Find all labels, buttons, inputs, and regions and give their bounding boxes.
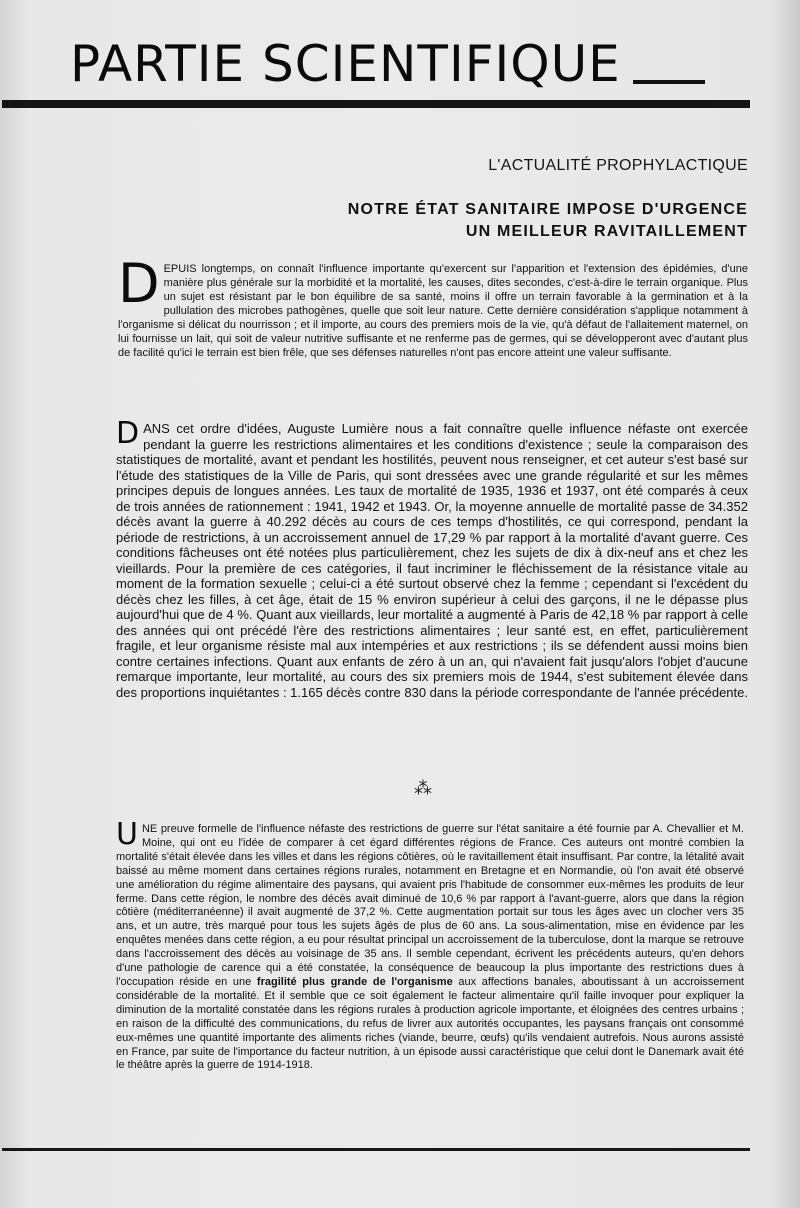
paragraph-3: [116, 817, 744, 1073]
bottom-rule: [2, 1148, 750, 1151]
headline-line-2: UN MEILLEUR RAVITAILLEMENT: [465, 223, 748, 240]
paragraph-3-text-a: NE preuve formelle de l'influence néfaste des restrictions de guerre sur l'état sanitaire a été fournie par A. Chevallier et M. Moine, qui ont eu l'idée de comparer à cet égard différentes régions de France. Ces auteurs ont montré combien la mortalité s'était élevée dans les villes et dans les régions côtières, où le ravitaillement était insuffisant. Par contre, la létalité avait baissé au même moment dans certaines régions rurales, notamment en Bretagne et en Normandie, où l'on avait été observé une amélioration du régime alimentaire des paysans, qui avaient pris l'habitude de consommer eux-mêmes les produits de leur ferme. Dans cette région, le nombre des décès avait diminué de 10,6 % par rapport à l'avant-guerre, alors que dans la région côtière (méditerranéenne) il avait augmenté de 37,2 %. Cette augmentation portait sur tous les âges avec un clocher vers 35 ans, et un autre, très marqué pour tous les sujets âgés de plus de 60 ans. La sous-alimentation, mise en évidence par les enquêtes menées dans cette région, a eu pour résultat principal un accroissement de la tuberculose, dont la marque se retrouve dans l'accroissement des décès au voisinage de 35 ans. Il semble cependant, écrivent les précédents auteurs, qu'en dehors d'une pathologie de carence qui a été constatée, la conséquence de beaucoup la plus importante des restrictions dues à l'occupation réside en une: [116, 823, 744, 988]
masthead: [70, 34, 760, 94]
masthead-dash: [633, 80, 705, 84]
paragraph-2-text: ANS cet ordre d'idées, Auguste Lumière nous a fait connaître quelle influence néfaste ont exercée pendant la guerre les restrictions alimentaires et les conditions d'existence ; seule la comparaison des statistiques de mortalité, avant et pendant les hostilités, peuvent nous renseigner, et cet auteur s'est basé sur l'étude des statistiques de la Ville de Paris, qui sont dressées avec une grande régularité et sur les mêmes principes depuis de longues années. Les taux de mortalité de 1935, 1936 et 1937, ont été comparés à ceux de trois années de rationnement : 1941, 1942 et 1943. Or, la moyenne annuelle de mortalité passe de 34.352 décès avant la guerre à 40.292 décès au cours de ces temps d'hostilités, ce qui correspond, pendant la période de restrictions, à un accroissement annuel de 17,29 % par rapport à la mortalité d'avant guerre. Ces conditions fâcheuses ont été notées plus particulièrement, chez les sujets de dix à dix-neuf ans et chez les vieillards. Pour la première de ces catégories, il faut incriminer le fléchissement de la résistance vitale au moment de la formation sexuelle ; celui-ci a été surtout observé chez la femme ; cependant si l'excédent du décès chez les filles, à cet âge, était de 15 % environ supérieur à celui des garçons, il ne le dépasse plus aujourd'hui que de 4 %. Quant aux vieillards, leur mortalité a augmenté à Paris de 42,18 % par rapport à celle des années qui ont précédé l'ère des restrictions alimentaires ; leur santé est, en effet, particulièrement fragile, et leur organisme résiste mal aux intempéries et aux restrictions ; ils se défendent aussi moins bien contre certaines infections. Quant aux enfants de zéro à un an, qui n'avaient fait jusqu'alors l'objet d'aucune remarque importante, leur mortalité, au cours des six premiers mois de 1944, s'est subitement élevée dans des proportions inquiétantes : 1.165 décès contre 830 dans la période correspondante de l'année précédente.: [116, 421, 748, 700]
paragraph-2: [116, 416, 748, 700]
paragraph-3-bold-phrase: fragilité plus grande de l'organisme: [256, 975, 453, 988]
rubric: L'ACTUALITÉ PROPHYLACTIQUE: [488, 157, 748, 174]
top-rule: [2, 100, 750, 108]
paragraph-1-text: EPUIS longtemps, on connaît l'influence importante qu'exercent sur l'apparition et l'extension des épidémies, d'une manière plus générale sur la morbidité et la mortalité, les causes, dites secondes, c'est-à-dire le terrain organique. Plus un sujet est résistant par le bon équilibre de sa santé, moins il offre un terrain favorable à la germination et à la pullulation des microbes pathogènes, quelle que soit leur nature. Cette dernière considération s'applique notamment à l'organisme si délicat du nourrisson ; et il importe, au cours des premiers mois de la vie, qu'à défaut de l'allaitement maternel, on lui fournisse un lait, qui soit de valeur nutritive suffisante et ne renferme pas de germes, qui se développeront avec d'autant plus de facilité qu'ici le terrain est bien frêle, que ses défenses naturelles n'ont pas encore atteint une valeur suffisante.: [118, 263, 748, 359]
asterism-ornament: ⁂: [414, 778, 432, 798]
dropcap-1: D: [118, 252, 160, 315]
dropcap-3: U: [116, 817, 138, 852]
masthead-title: PARTIE SCIENTIFIQUE: [70, 35, 621, 93]
paragraph-3-text-b: aux affections banales, aboutissant à un accroissement considérable de la mortalité. Et il semble que ce soit également le facteur alimentaire qu'il faille invoquer pour expliquer la diminution de la mortalité constatée dans les régions rurales à production agricole importante, et éloignées des centres urbains ; en raison de la difficulté des communications, du refus de livrer aux autorités occupantes, les paysans français ont consommé eux-mêmes une quantité importante des aliments riches (viande, beurre, œufs) qu'ils vendaient autrefois. Nous aurons assisté en France, par suite de l'importance du facteur nutrition, à un épisode aussi caractéristique que celui dont le Danemark avait été le théâtre après la guerre de 1914-1918.: [116, 975, 744, 1072]
headline-line-1: NOTRE ÉTAT SANITAIRE IMPOSE D'URGENCE: [347, 201, 748, 218]
dropcap-2: D: [116, 416, 140, 451]
paragraph-1: [118, 252, 748, 360]
headline: [228, 199, 748, 243]
